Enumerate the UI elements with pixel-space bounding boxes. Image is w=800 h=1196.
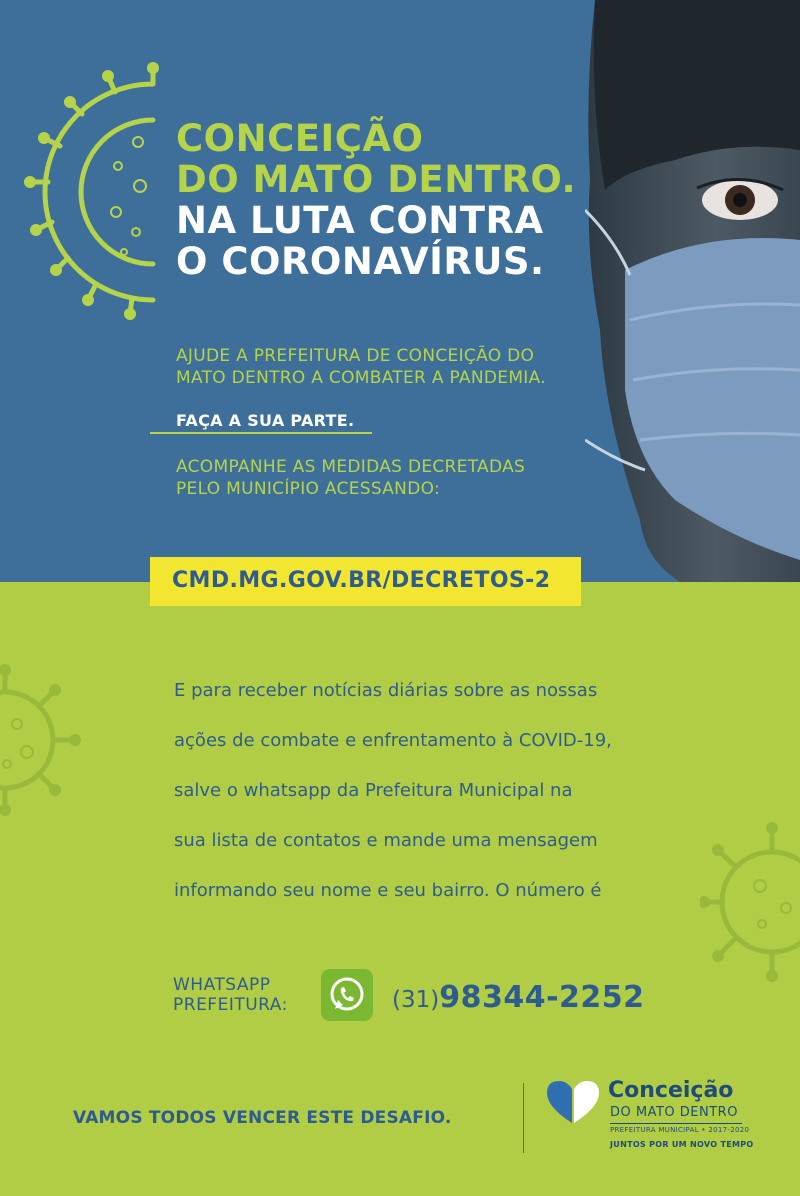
decrees-url[interactable]: CMD.MG.GOV.BR/DECRETOS-2 [172, 568, 551, 593]
coronavirus-right-icon [700, 812, 800, 992]
headline-line-2: DO MATO DENTRO. [176, 158, 577, 201]
heart-logo-icon [545, 1079, 601, 1125]
masked-person-image [585, 0, 800, 582]
logo-subname: DO MATO DENTRO [610, 1105, 738, 1120]
call-to-action: FAÇA A SUA PARTE. [176, 411, 355, 430]
instructions-line: sua lista de contatos e mande uma mensagem [174, 830, 598, 851]
headline [176, 118, 576, 282]
whatsapp-icon[interactable] [321, 969, 373, 1021]
footer-slogan: VAMOS TODOS VENCER ESTE DESAFIO. [73, 1108, 452, 1128]
headline-line-1: CONCEIÇÃO [176, 117, 424, 160]
headline-line-3: NA LUTA CONTRA [176, 199, 544, 242]
logo-rule [610, 1123, 742, 1124]
instructions-line: ações de combate e enfrentamento à COVID-19, [174, 730, 612, 751]
call-to-action-underline [150, 432, 372, 434]
whatsapp-label-line-1: WHATSAPP [173, 975, 271, 995]
phone-number: 98344-2252 [439, 980, 645, 1015]
intro-line-2: MATO DENTRO A COMBATER A PANDEMIA. [176, 368, 546, 388]
footer-divider [523, 1083, 524, 1153]
follow-text [176, 456, 525, 500]
coronavirus-left-icon [0, 660, 85, 820]
follow-line-1: ACOMPANHE AS MEDIDAS DECRETADAS [176, 457, 526, 477]
headline-line-4: O CORONAVÍRUS. [176, 240, 545, 283]
logo-small-text: PREFEITURA MUNICIPAL • 2017-2020 [610, 1126, 750, 1134]
logo-name: Conceição [608, 1078, 734, 1103]
instructions-line: informando seu nome e seu bairro. O número é [174, 880, 602, 901]
intro-line-1: AJUDE A PREFEITURA DE CONCEIÇÃO DO [176, 346, 535, 366]
follow-line-2: PELO MUNICÍPIO ACESSANDO: [176, 479, 441, 499]
instructions-line: E para receber notícias diárias sobre as nossas [174, 680, 598, 701]
logo-tagline: JUNTOS POR UM NOVO TEMPO [610, 1140, 754, 1149]
intro-text [176, 345, 546, 389]
whatsapp-phone-number[interactable] [392, 980, 645, 1015]
phone-area-code: (31) [392, 987, 440, 1013]
decrees-url-box[interactable] [150, 557, 581, 606]
whatsapp-label [173, 975, 288, 1015]
instructions-line: salve o whatsapp da Prefeitura Municipal na [174, 780, 573, 801]
coronavirus-icon [20, 62, 160, 322]
whatsapp-label-line-2: PREFEITURA: [173, 995, 288, 1015]
